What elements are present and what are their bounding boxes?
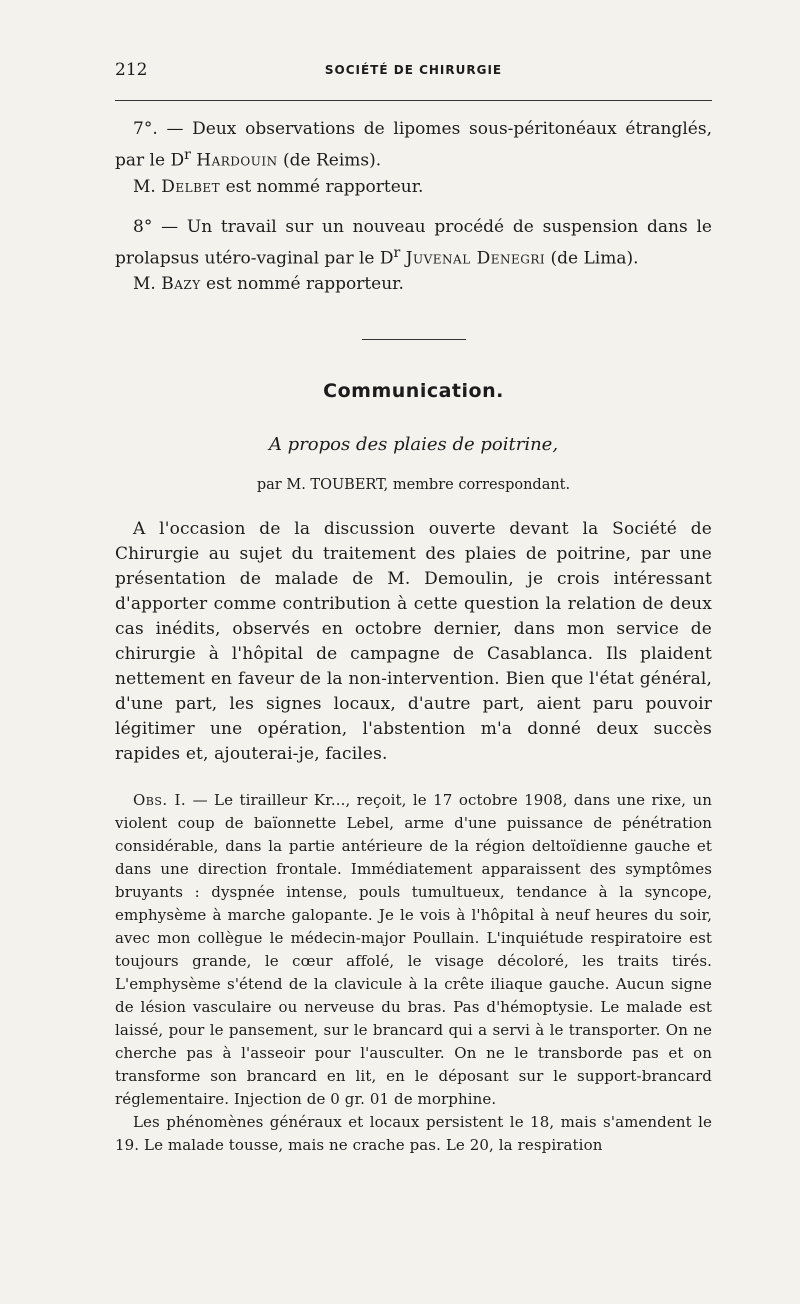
observation-paragraph — [115, 789, 712, 1111]
section-heading: Communication. — [323, 380, 504, 403]
running-head — [115, 60, 712, 86]
header-rule — [115, 100, 712, 101]
observation-continuation: Les phénomènes généraux et locaux persistent le 18, mais s'amendent le 19. Le malade tousse, mais ne crache pas. Le 20, la respiration — [115, 1113, 712, 1155]
section-separator — [362, 339, 466, 340]
rapporteur-name: Delbet — [161, 176, 221, 197]
author-name: Hardouin — [196, 150, 278, 171]
intro-paragraph: A l'occasion de la discussion ouverte devant la Société de Chirurgie au sujet du traitement des plaies de poitrine, par une présentation de malade de M. Demoulin, je crois intéressant d'apporter comme contribution à cette question la relation de deux cas inédits, observés en octobre dernier, dans mon service de chirurgie à l'hôpital de campagne de Casablanca. Ils plaident nettement en faveur de la non-intervention. Bien que l'état général, d'une part, les signes locaux, d'autre part, aient paru pouvoir légitimer une opération, l'abstention m'a donné deux succès rapides et, ajouterai-je, faciles. — [115, 519, 712, 765]
body-text — [115, 116, 712, 1157]
agenda-item-text — [115, 116, 712, 174]
author-location: (de Reims). — [277, 150, 382, 171]
observation-text: — Le tirailleur Kr..., reçoit, le 17 octobre 1908, dans une rixe, un violent coup de baïonnette Lebel, arme d'une puissance de pénétration considérable, dans la partie antérieure de la région deltoïdienne gauche et dans une direction frontale. Immédiatement apparaissent des symptômes bruyants : dyspnée intense, pouls tumultueux, tendance à la syncope, emphysème à marche galopante. Je le vois à l'hôpital à neuf heures du soir, avec mon collègue le médecin-major Poullain. L'inquiétude respiratoire est toujours grande, le cœur affolé, le visage décoloré, les traits tirés. L'emphysème s'étend de la clavicule à la crête iliaque gauche. Aucun signe de lésion vasculaire ou nerveuse du bras. Pas d'hémoptysie. Le malade est laissé, pour le pansement, sur le brancard qui a servi à le transporter. On ne cherche pas à l'asseoir pour l'ausculter. On ne le transborde pas et on transforme son brancard en lit, en le déposant sur le support-brancard réglementaire. Injection de 0 gr. 01 de morphine. — [115, 791, 712, 1109]
rapporteur-suffix: est nommé rapporteur. — [220, 176, 424, 197]
agenda-item-8 — [115, 214, 712, 298]
rapporteur-line — [115, 174, 712, 200]
rapporteur-prefix: M. — [133, 176, 162, 197]
rapporteur-name: Bazy — [161, 274, 201, 295]
author-name: Juvenal Denegri — [405, 248, 546, 269]
rapporteur-line — [115, 271, 712, 297]
author-location: (de Lima). — [545, 248, 639, 269]
agenda-item-7 — [115, 116, 712, 200]
title-abbrev-sup: r — [184, 147, 191, 163]
agenda-item-text — [115, 214, 712, 272]
observation-label: Obs. I. — [133, 791, 187, 810]
page-number: 212 — [115, 60, 148, 80]
agenda-item-lead: 8° — Un travail sur un nouveau procédé de suspension dans le prolapsus utéro-vaginal par le D — [115, 216, 712, 269]
rapporteur-suffix: est nommé rapporteur. — [200, 274, 404, 295]
article-title: A propos des plaies de poitrine, — [268, 434, 559, 456]
article-byline: par M. TOUBERT, membre correspondant. — [256, 477, 571, 494]
agenda-item-lead: 7°. — Deux observations de lipomes sous-péritonéaux étranglés, par le D — [115, 119, 712, 171]
title-abbrev-sup: r — [393, 244, 401, 261]
rapporteur-prefix: M. — [133, 274, 162, 295]
running-title: SOCIÉTÉ DE CHIRURGIE — [324, 63, 503, 77]
